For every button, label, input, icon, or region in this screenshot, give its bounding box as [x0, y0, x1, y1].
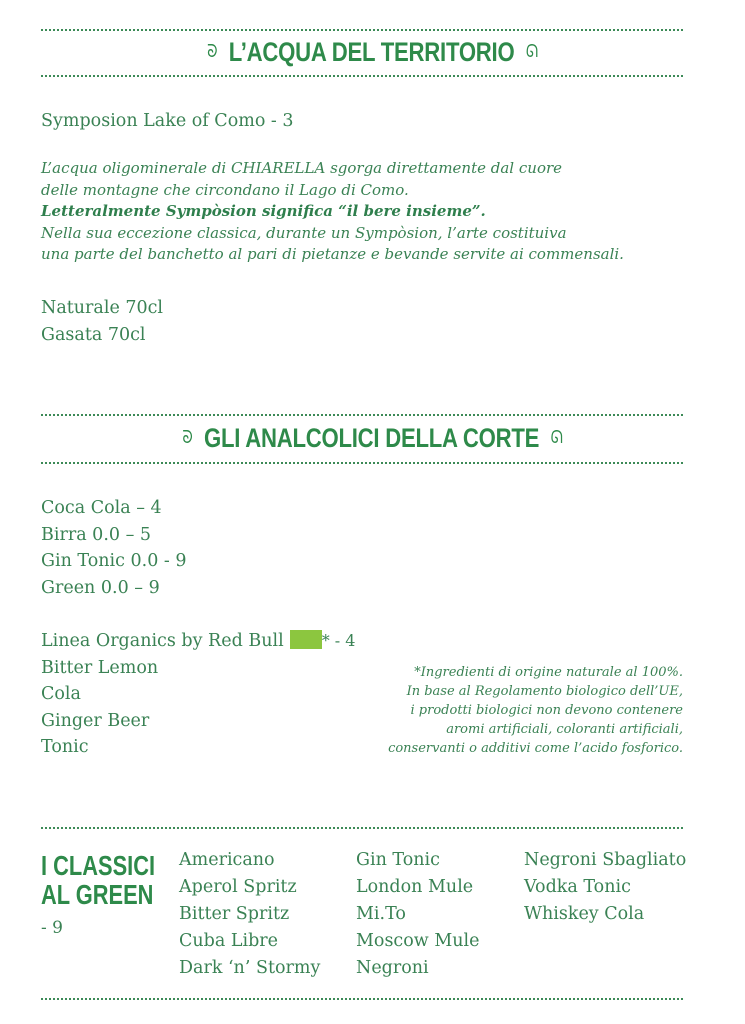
water-list	[41, 295, 163, 348]
note-line: aromi artificiali, coloranti artificiali,	[446, 722, 683, 737]
note-line: In base al Regolamento biologico dell’UE,	[406, 684, 683, 699]
water-product: Symposion Lake of Como - 3	[41, 111, 294, 131]
organics-header	[41, 628, 355, 655]
cocktail-item: Moscow Mule	[356, 931, 480, 951]
classici-column-1	[179, 847, 320, 982]
analcolici-list	[41, 495, 187, 601]
section-title-acqua-text: L’ACQUA DEL TERRITORIO	[228, 37, 515, 67]
organics-item: Ginger Beer	[41, 710, 150, 731]
classici-column-3	[524, 847, 686, 928]
organics-item: Tonic	[41, 737, 89, 757]
drink-item: Green 0.0 – 9	[41, 577, 160, 598]
note-line: conservanti o additivi come l’acido fosforico.	[388, 741, 683, 756]
swirl-right-icon: ᘏ	[550, 427, 563, 448]
note-line: *Ingredienti di origine naturale al 100%.	[414, 665, 683, 680]
cocktail-item: Vodka Tonic	[524, 877, 631, 897]
cocktail-item: Bitter Spritz	[179, 904, 290, 924]
cocktail-item: London Mule	[356, 877, 474, 897]
organic-footnote	[388, 663, 683, 758]
water-item: Naturale 70cl	[41, 298, 164, 318]
intro-line: una parte del banchetto al pari di pietanze e bevande servite ai commensali.	[41, 245, 624, 263]
section-title-analcolici	[67, 423, 678, 454]
section-title-classici	[41, 851, 155, 909]
classici-title-line2: AL GREEN	[41, 879, 154, 910]
cocktail-item: Whiskey Cola	[524, 904, 645, 924]
divider-bottom	[41, 998, 683, 1000]
swirl-right-icon: ᘏ	[525, 41, 538, 62]
organics-item: Cola	[41, 684, 81, 704]
water-intro	[41, 158, 624, 266]
cocktail-item: Gin Tonic	[356, 850, 440, 870]
swirl-left-icon: ᘐ	[182, 427, 193, 448]
drink-item: Gin Tonic 0.0 - 9	[41, 551, 187, 571]
divider-classici-top	[41, 827, 683, 829]
cocktail-item: Negroni Sbagliato	[524, 850, 687, 870]
drink-item: Birra 0.0 – 5	[41, 524, 152, 545]
cocktail-item: Cuba Libre	[179, 931, 279, 951]
divider-top	[41, 29, 683, 31]
swirl-left-icon: ᘐ	[207, 41, 218, 62]
divider-acqua-bottom	[41, 75, 683, 77]
divider-analcolici-bottom	[41, 462, 683, 464]
note-line: i prodotti biologici non devono contenere	[410, 703, 683, 718]
cocktail-item: Aperol Spritz	[179, 877, 297, 897]
cocktail-item: Americano	[179, 850, 275, 870]
section-title-analcolici-text: GLI ANALCOLICI DELLA CORTE	[204, 423, 540, 453]
drink-item: Coca Cola – 4	[41, 498, 162, 518]
cocktail-item: Mi.To	[356, 904, 406, 924]
intro-line: L’acqua oligominerale di CHIARELLA sgorga direttamente dal cuore	[41, 159, 563, 177]
divider-analcolici-top	[41, 414, 683, 416]
eu-organic-leaf-icon	[290, 630, 322, 649]
organics-label: Linea Organics by Red Bull	[41, 631, 284, 651]
classici-column-2	[356, 847, 479, 982]
organics-price: * - 4	[321, 631, 356, 650]
organics-list	[41, 628, 355, 761]
section-title-acqua	[67, 37, 678, 68]
water-item: Gasata 70cl	[41, 324, 146, 345]
intro-line-bold	[41, 201, 624, 223]
intro-line: Nella sua eccezione classica, durante un Sympòsion, l’arte costituiva	[41, 223, 567, 242]
organics-item: Bitter Lemon	[41, 657, 159, 678]
classici-title-line1: I CLASSICI	[41, 850, 156, 881]
cocktail-item: Dark ‘n’ Stormy	[179, 958, 321, 978]
classici-price: - 9	[41, 918, 63, 938]
intro-line: delle montagne che circondano il Lago di Como.	[41, 180, 409, 199]
intro-bold-text: Letteralmente Sympòsion significa “il bere insieme”.	[41, 202, 486, 220]
cocktail-item: Negroni	[356, 958, 429, 978]
